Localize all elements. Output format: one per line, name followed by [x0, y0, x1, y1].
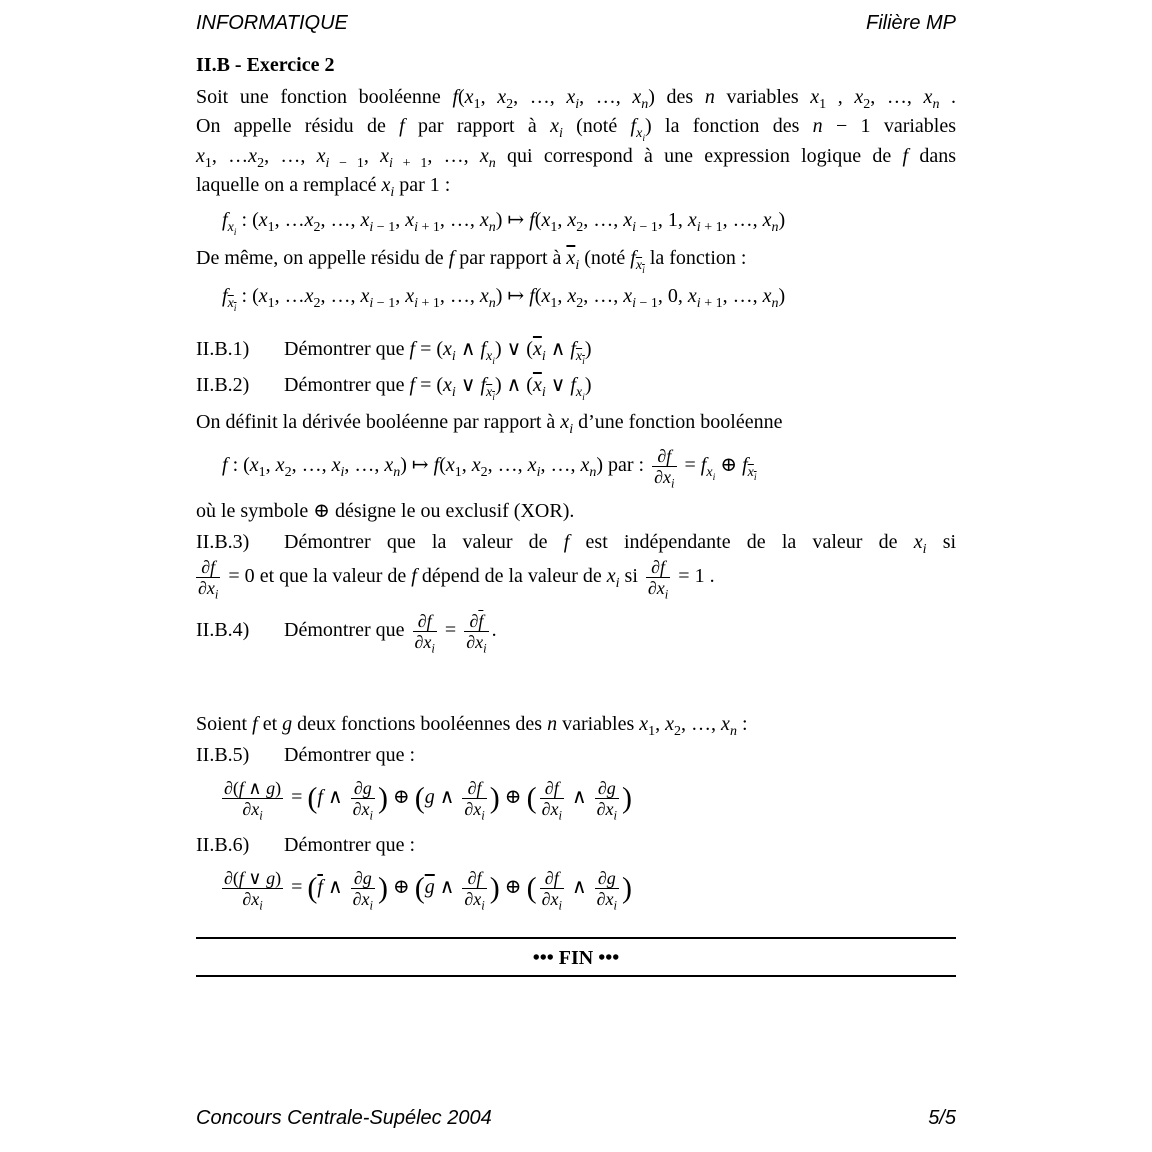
intro-text: par rapport à	[418, 115, 537, 137]
intro-text: variables	[883, 115, 957, 137]
intro-text: dans	[919, 145, 957, 167]
xor-line: où le symbole ⊕ désigne le ou exclusif (XOR).	[196, 500, 575, 522]
question-text: Démontrer que :	[284, 834, 416, 856]
formula-residue-1: $f_{x_i}$ : ($x_1$, $\dots x_2$, …, $x_{i - 1}$, $x_{i + 1}$, …, $x_n$) ↦ $f(x_1$, $x_2$, …, $x_{i - 1}$, 1, $x_{i + 1}$, …, $x_n$)	[222, 209, 786, 238]
formula-q6: $\frac{\partial(f \vee g)}{\partial x_i}$ = ($\overline{f}$ ∧ $\frac{\partial g}{\partial x_i}$ ) ⊕ ($\overline{g}$ ∧ $\frac{\partial f}{\partial x_i}$ ) ⊕ ( $\frac{\partial f}{\partial x_i}$ ∧ $\frac{\partial g}{\partial x_i}$ )	[224, 867, 633, 913]
intro-line-4: laquelle on a remplacé $x_i$ par 1 :	[196, 174, 451, 200]
intro-text: laquelle on a remplacé	[196, 174, 377, 196]
question-text: Démontrer que	[284, 338, 405, 360]
question-number: II.B.5)	[196, 744, 250, 766]
intro-line-3: $x_1$, $\dots x_2$, …, $x_{i - 1}$, $x_{i + 1}$, …, $x_n$ qui correspond à une expression logique de f dans	[196, 145, 957, 171]
body-text: deux fonctions booléennes des	[297, 713, 543, 735]
body-text: On définit la dérivée booléenne par rapport à	[196, 411, 556, 433]
intro-text: De même, on appelle résidu de	[196, 247, 444, 269]
formula-q5: $\frac{\partial(f \wedge g)}{\partial x_i}$ = (f ∧ $\frac{\partial g}{\partial x_i}$ ) ⊕ (g ∧ $\frac{\partial f}{\partial x_i}$ ) ⊕ ( $\frac{\partial f}{\partial x_i}$ ∧ $\frac{\partial g}{\partial x_i}$ )	[224, 777, 633, 823]
formula-derivative: f : ($x_1$, $x_2$, …, $x_i$, …, $x_n$) ↦ $f(x_1$, $x_2$, …, $x_i$, …, $x_n$) par : $\frac{\partial f}{\partial x_i}$ = $f_{x_i}$ ⊕ $f_{x_i}$	[222, 446, 757, 491]
question-6	[196, 831, 956, 859]
formula-residue-2: $f_{x_i}$ : ($x_1$, $\dots x_2$, …, $x_{i - 1}$, $x_{i + 1}$, …, $x_n$) ↦ $f(x_1$, $x_2$, …, $x_{i - 1}$, 0, $x_{i + 1}$, …, $x_n$)	[222, 285, 786, 314]
body-text: variables	[562, 713, 635, 735]
intro-text: On appelle résidu de	[196, 115, 386, 137]
body-text: et	[262, 713, 278, 735]
question-number: II.B.2)	[196, 374, 250, 396]
intro-line-6: De même, on appelle résidu de f par rapport à $\overline{x}_i$ (noté $f_{x_i}$ la fonction :	[196, 247, 747, 276]
footer-page-number: 5/5	[928, 1107, 956, 1129]
intro-text: des	[666, 86, 694, 108]
section-title: II.B - Exercice 2	[196, 54, 335, 76]
header-track: Filière MP	[865, 12, 956, 34]
question-text: Démontrer que	[284, 374, 405, 396]
footer-contest: Concours Centrale-Supélec 2004	[196, 1107, 492, 1129]
body-text: par :	[608, 454, 645, 477]
question-number: II.B.6)	[196, 834, 250, 856]
intro-text: (noté	[576, 115, 618, 137]
intro-text: qui correspond à une expression logique de	[507, 145, 892, 167]
fin-rule-bottom	[196, 975, 956, 977]
body-text: Soient	[196, 713, 248, 735]
question-text: Démontrer que la valeur de	[284, 531, 548, 553]
question-text: si	[624, 565, 638, 587]
intro-text: par rapport à	[459, 247, 562, 269]
intro-line-1: Soit une fonction booléenne $f(x_1$, $x_2$, …, $x_i$, …, $x_n$) des n variables $x_1$ , $x_2$, …, $x_n$ .	[196, 86, 957, 112]
intro-line-2: On appelle résidu de f par rapport à $x_i$ (noté $f_{x_i}$) la fonction des n − 1 variables	[196, 115, 957, 144]
fin-marker: ••• FIN •••	[532, 947, 620, 969]
question-3-cont: $\frac{\partial f}{\partial x_i}$ = 0 et que la valeur de f dépend de la valeur de $x_i$ si $\frac{\partial f}{\partial x_i}$ = 1 .	[198, 556, 715, 602]
question-number: II.B.4)	[196, 619, 250, 641]
question-number: II.B.1)	[196, 338, 250, 360]
question-text: si	[942, 531, 957, 553]
intro-text: par 1 :	[399, 174, 451, 196]
question-number: II.B.3)	[196, 531, 250, 553]
question-4: II.B.4) Démontrer que $\frac{\partial f}{\partial x_i}$ = $\frac{\partial\overline{f}}{\partial x_i}$ .	[196, 610, 497, 656]
derivative-intro: On définit la dérivée booléenne par rapport à $x_i$ d’une fonction booléenne	[196, 411, 783, 437]
intro-text: (noté	[584, 247, 626, 269]
body-text: d’une fonction booléenne	[578, 411, 783, 433]
intro-text: variables	[726, 86, 799, 108]
intro-text: la fonction :	[649, 247, 747, 269]
fg-intro: Soient f et g deux fonctions booléennes des n variables $x_1$, $x_2$, …, $x_n$ :	[196, 713, 748, 739]
intro-text: Soit une fonction booléenne	[196, 86, 441, 108]
question-text: Démontrer que	[284, 619, 405, 641]
question-5	[196, 741, 956, 769]
question-text: dépend de la valeur de	[421, 565, 602, 587]
header-subject: INFORMATIQUE	[196, 12, 348, 34]
question-text: et que la valeur de	[259, 565, 407, 587]
question-1: II.B.1) Démontrer que $f = (x_i$ ∧ $f_{x_i}$) ∨ ($\overline{x}_i$ ∧ $f_{x_i}$)	[196, 335, 956, 363]
question-3: II.B.3) Démontrer que la valeur de f est indépendante de la valeur de $x_i$ si	[196, 528, 956, 556]
question-text: Démontrer que :	[284, 744, 416, 766]
question-text: est indépendante de la valeur de	[585, 531, 898, 553]
question-2: II.B.2) Démontrer que $f = (x_i$ ∨ $f_{x_i}$) ∧ ($\overline{x}_i$ ∨ $f_{x_i}$)	[196, 371, 956, 399]
intro-text: la fonction des	[665, 115, 800, 137]
fin-rule-top	[196, 937, 956, 939]
